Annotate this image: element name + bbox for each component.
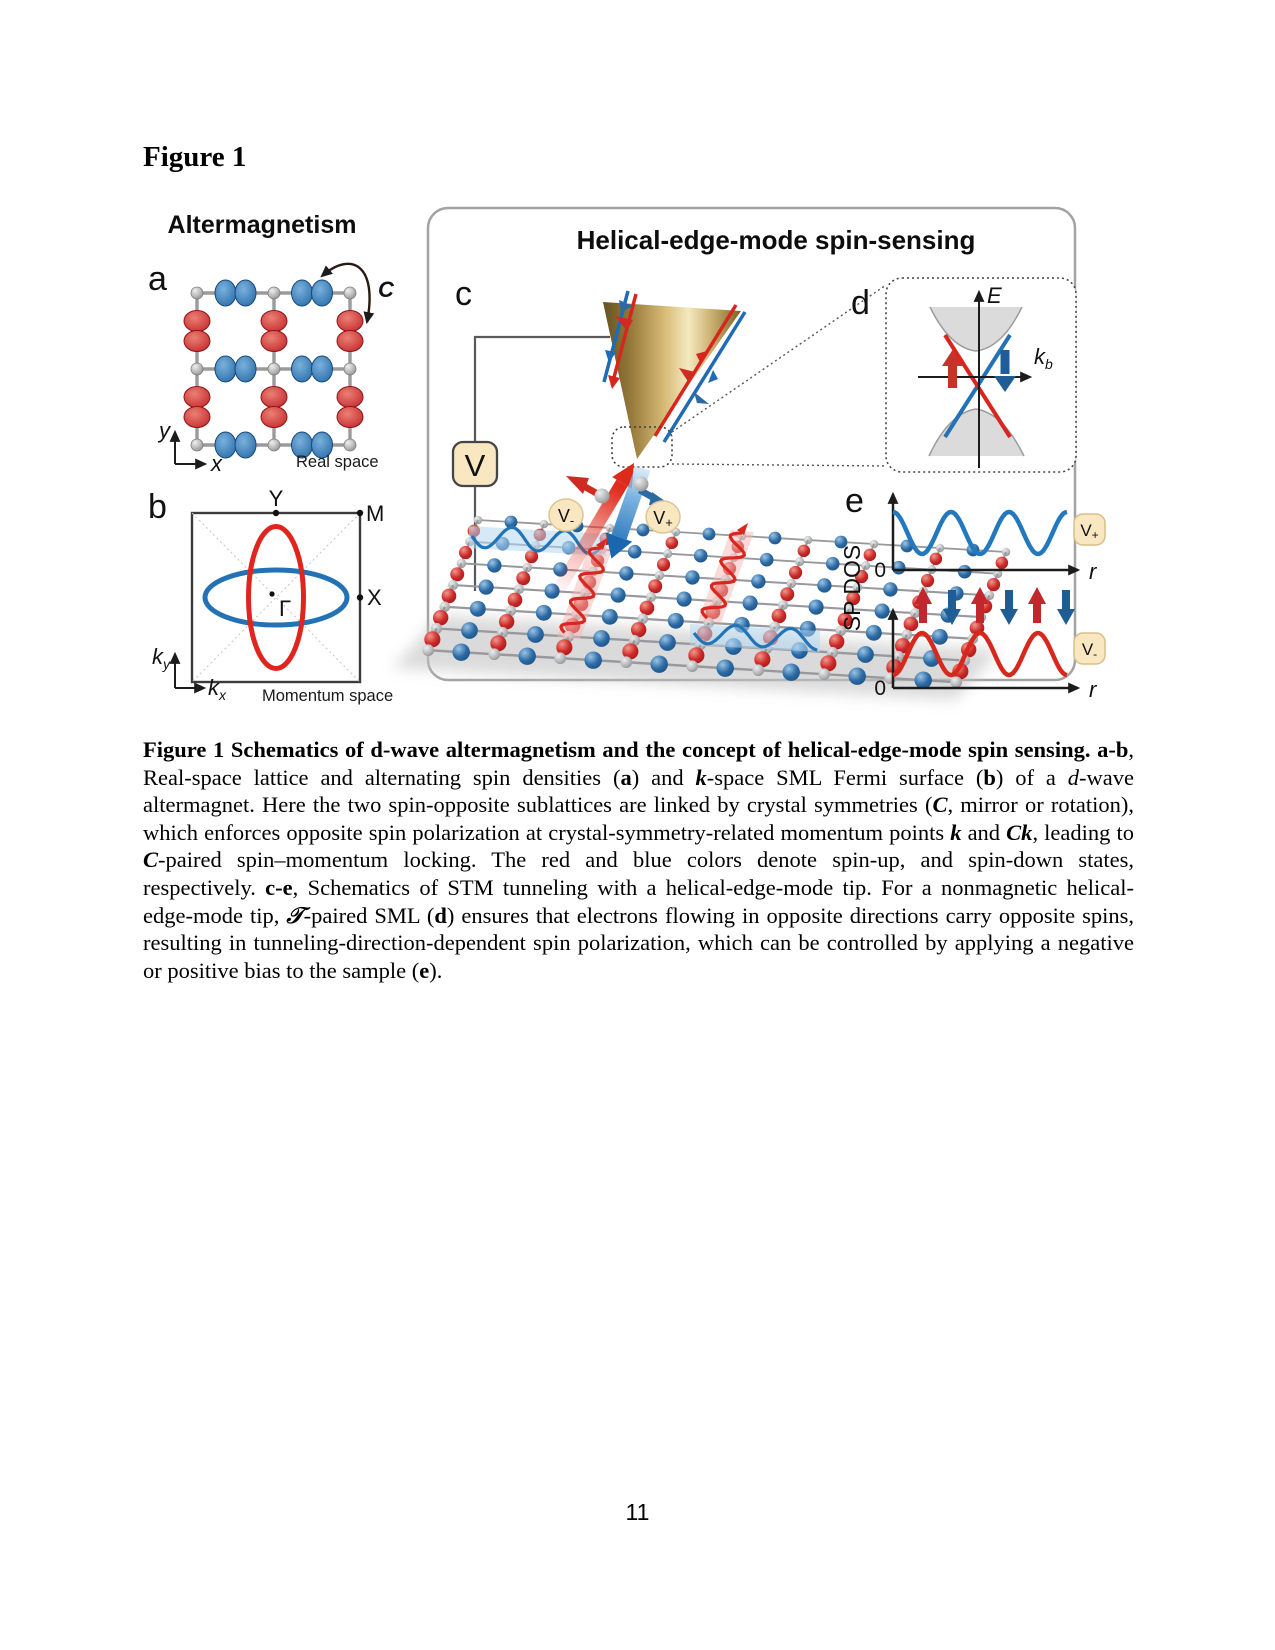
panel-e-label: e [845,482,864,520]
v-minus-badge: V- [1081,640,1098,661]
altermagnetism-column [148,211,395,705]
page-number: 11 [625,1499,650,1525]
bias-plus-badge: V+ [653,508,673,530]
point-M: M [366,501,385,526]
figure-heading: Figure 1 [143,141,247,173]
real-space-axes [157,418,223,476]
brillouin-zone [152,486,393,705]
momentum-space-caption: Momentum space [262,687,394,705]
figure-1-graphic [0,0,1275,720]
bias-minus-badge: V- [557,506,575,528]
axis-y-label: y [159,418,170,443]
real-space-caption: Real space [296,453,379,471]
figure-caption: Figure 1 Schematics of d-wave altermagnetism and the concept of helical-edge-mode spin sensing. a-b, Real-space lattice and alternating spin densities (a) and k-space SML Fermi surface (b) of a d-wave altermagnet. Here the two spin-opposite sublattices are linked by crystal symmetries (C, mirror or rotation), which enforces opposite spin polarization at crystal-symmetry-related momentum points k and Ck, leading to C-paired spin–momentum locking. The red and blue colors denote spin-up, and spin-down states, respectively. c-e, Schematics of STM tunneling with a helical-edge-mode tip. For a nonmagnetic helical-edge-mode tip, 𝒯-paired SML (d) ensures that electrons flowing in opposite directions carry opposite spins, resulting in tunneling-direction-dependent spin polarization, which can be controlled by applying a negative or positive bias to the sample (e). [143,737,1135,983]
axis-kx-label: $k_x$ [208,675,226,703]
spin-sensing-panel [393,208,1105,702]
sp-dos-axis-label: SP DOS [839,544,865,632]
electron-sphere [595,489,610,504]
point-X: X [367,585,382,610]
panel-c-label: c [455,275,472,313]
axis-x-label: x [211,451,222,476]
r-axis-label: r [1089,677,1097,702]
energy-axis-label: E [987,283,1002,308]
right-panel-title: Helical-edge-mode spin-sensing [576,225,976,255]
panel-d-label: d [851,284,870,322]
electron-sphere [634,477,649,492]
v-plus-badge: V+ [1080,521,1099,542]
left-column-title: Altermagnetism [167,211,357,239]
point-gamma: Γ [279,596,292,621]
symmetry-c-label: C [378,277,394,302]
panel-a-label: a [148,260,167,298]
r-axis-label: r [1089,559,1097,584]
point-Y: Y [268,486,284,511]
kb-axis-label: $k_b$ [1034,344,1053,372]
real-space-lattice [157,264,395,476]
origin-zero: 0 [874,559,886,582]
axis-ky-label: $k_y$ [152,644,170,672]
voltage-source-label: V [464,448,486,483]
panel-b-label: b [148,488,167,526]
origin-zero: 0 [874,677,886,700]
dispersion-diagram [886,278,1076,472]
